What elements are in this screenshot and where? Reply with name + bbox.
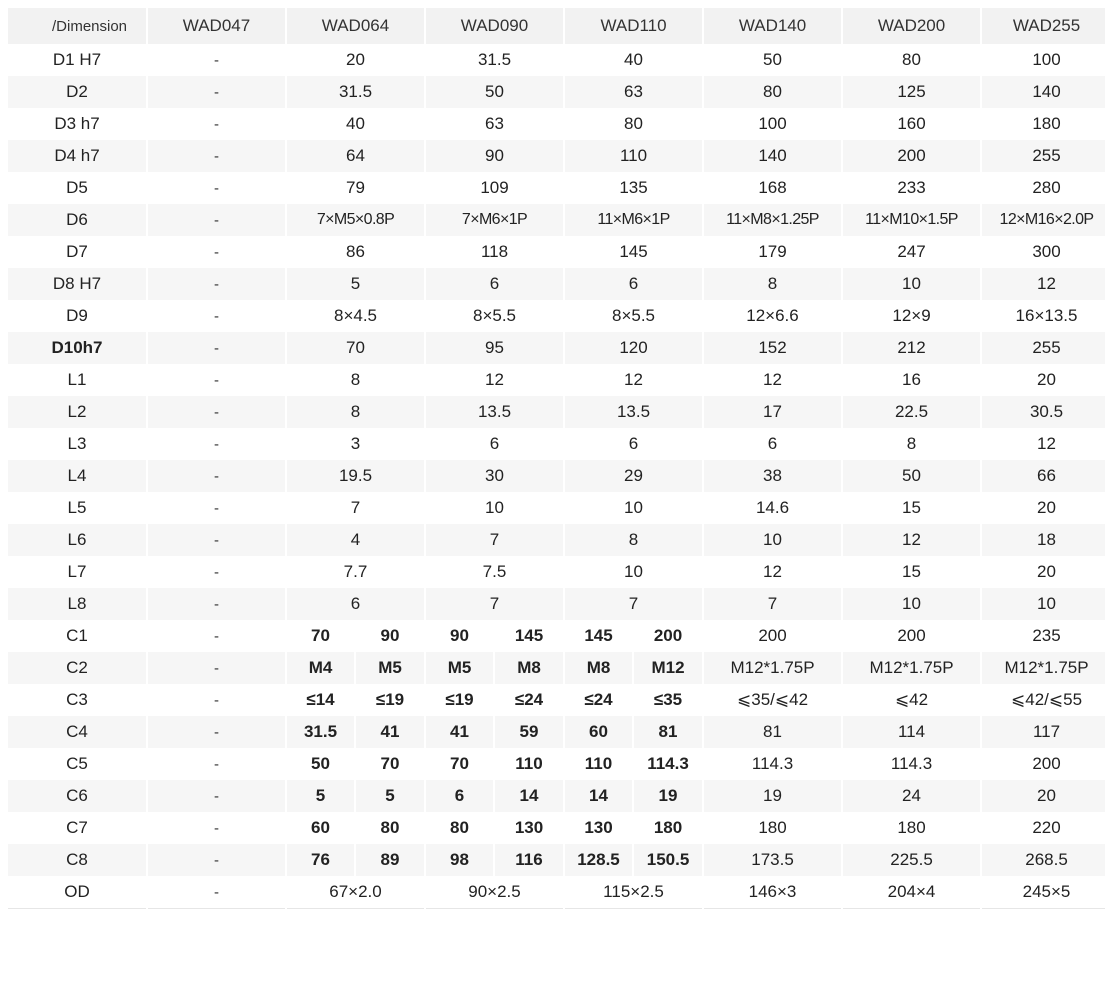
table-cell: 212 <box>842 332 981 364</box>
table-cell: 300 <box>981 236 1105 268</box>
table-cell: 79 <box>286 172 425 204</box>
table-cell: 7 <box>564 588 703 620</box>
table-cell: M8 <box>494 652 564 684</box>
table-cell: 24 <box>842 780 981 812</box>
table-cell: 12 <box>703 364 842 396</box>
table-row <box>8 172 1105 204</box>
table-cell: 90 <box>425 140 564 172</box>
table-cell: 11×M10×1.5P <box>842 204 981 236</box>
row-label: C7 <box>8 812 147 844</box>
table-cell: - <box>147 44 286 76</box>
table-cell: 7×M6×1P <box>425 204 564 236</box>
table-cell: - <box>147 524 286 556</box>
table-cell: M8 <box>564 652 633 684</box>
table-cell: 110 <box>494 748 564 780</box>
table-cell: 86 <box>286 236 425 268</box>
table-cell: - <box>147 748 286 780</box>
table-cell: 19.5 <box>286 460 425 492</box>
row-label: L7 <box>8 556 147 588</box>
table-cell: 135 <box>564 172 703 204</box>
table-row <box>8 76 1105 108</box>
table-cell: 81 <box>633 716 703 748</box>
table-cell: 12 <box>425 364 564 396</box>
table-cell: - <box>147 300 286 332</box>
table-cell: 4 <box>286 524 425 556</box>
table-cell: 5 <box>286 780 355 812</box>
row-label: D1 H7 <box>8 44 147 76</box>
table-cell: 6 <box>425 428 564 460</box>
header-wad047: WAD047 <box>147 8 286 44</box>
table-cell: 180 <box>633 812 703 844</box>
table-cell: 31.5 <box>286 76 425 108</box>
table-cell: 173.5 <box>703 844 842 876</box>
table-cell: 12×9 <box>842 300 981 332</box>
table-cell: 15 <box>842 492 981 524</box>
row-label: D7 <box>8 236 147 268</box>
table-row <box>8 716 1105 748</box>
table-cell: 80 <box>425 812 494 844</box>
table-cell: 168 <box>703 172 842 204</box>
header-wad140: WAD140 <box>703 8 842 44</box>
table-cell: - <box>147 780 286 812</box>
table-row <box>8 364 1105 396</box>
table-cell: 109 <box>425 172 564 204</box>
table-cell: 80 <box>355 812 425 844</box>
table-row <box>8 44 1105 76</box>
table-cell: - <box>147 492 286 524</box>
table-cell: 20 <box>981 492 1105 524</box>
table-cell: M5 <box>355 652 425 684</box>
table-row <box>8 140 1105 172</box>
table-cell: 179 <box>703 236 842 268</box>
row-label: OD <box>8 876 147 909</box>
table-cell: 235 <box>981 620 1105 652</box>
table-cell: 10 <box>842 588 981 620</box>
table-cell: 6 <box>425 780 494 812</box>
table-cell: - <box>147 556 286 588</box>
table-cell: - <box>147 332 286 364</box>
table-cell: 5 <box>355 780 425 812</box>
dimension-table-container <box>8 8 1105 909</box>
table-cell: - <box>147 140 286 172</box>
table-cell: 114.3 <box>842 748 981 780</box>
table-cell: 67×2.0 <box>286 876 425 909</box>
table-cell: 41 <box>355 716 425 748</box>
table-body <box>8 44 1105 909</box>
table-cell: - <box>147 428 286 460</box>
table-cell: 19 <box>703 780 842 812</box>
row-label: C6 <box>8 780 147 812</box>
table-cell: 150.5 <box>633 844 703 876</box>
table-cell: 5 <box>286 268 425 300</box>
row-label: L1 <box>8 364 147 396</box>
table-cell: 8×5.5 <box>425 300 564 332</box>
table-row <box>8 556 1105 588</box>
table-cell: 255 <box>981 332 1105 364</box>
row-label: C5 <box>8 748 147 780</box>
row-label: D6 <box>8 204 147 236</box>
table-cell: 8 <box>286 396 425 428</box>
table-cell: 247 <box>842 236 981 268</box>
table-row <box>8 204 1105 236</box>
table-row <box>8 620 1105 652</box>
header-row <box>8 8 1105 44</box>
table-cell: 63 <box>564 76 703 108</box>
table-cell: 180 <box>842 812 981 844</box>
table-cell: 70 <box>286 620 355 652</box>
table-row <box>8 108 1105 140</box>
table-cell: 140 <box>981 76 1105 108</box>
table-cell: 7.5 <box>425 556 564 588</box>
table-cell: 110 <box>564 748 633 780</box>
table-cell: 11×M6×1P <box>564 204 703 236</box>
table-cell: 200 <box>842 620 981 652</box>
table-cell: - <box>147 844 286 876</box>
table-cell: 120 <box>564 332 703 364</box>
table-cell: - <box>147 364 286 396</box>
table-cell: 200 <box>842 140 981 172</box>
table-cell: 98 <box>425 844 494 876</box>
table-cell: 90 <box>425 620 494 652</box>
table-cell: - <box>147 812 286 844</box>
table-cell: 3 <box>286 428 425 460</box>
table-cell: 280 <box>981 172 1105 204</box>
header-dimension: /Dimension <box>8 8 147 44</box>
table-cell: 145 <box>564 620 633 652</box>
row-label: L4 <box>8 460 147 492</box>
table-cell: 90 <box>355 620 425 652</box>
table-cell: 10 <box>703 524 842 556</box>
header-wad064: WAD064 <box>286 8 425 44</box>
table-cell: 114 <box>842 716 981 748</box>
table-row <box>8 780 1105 812</box>
header-wad090: WAD090 <box>425 8 564 44</box>
table-row <box>8 876 1105 909</box>
table-cell: 8×5.5 <box>564 300 703 332</box>
table-row <box>8 460 1105 492</box>
table-cell: 7 <box>286 492 425 524</box>
table-cell: 40 <box>286 108 425 140</box>
table-cell: ≤19 <box>355 684 425 716</box>
table-cell: 180 <box>981 108 1105 140</box>
table-cell: M5 <box>425 652 494 684</box>
table-cell: 10 <box>564 556 703 588</box>
table-cell: - <box>147 716 286 748</box>
table-cell: - <box>147 172 286 204</box>
table-cell: 31.5 <box>425 44 564 76</box>
table-cell: M12*1.75P <box>981 652 1105 684</box>
table-cell: 12 <box>842 524 981 556</box>
header-wad255: WAD255 <box>981 8 1105 44</box>
table-cell: 89 <box>355 844 425 876</box>
table-cell: 50 <box>425 76 564 108</box>
table-cell: 29 <box>564 460 703 492</box>
table-cell: 12×M16×2.0P <box>981 204 1105 236</box>
table-cell: - <box>147 460 286 492</box>
table-cell: - <box>147 652 286 684</box>
table-cell: - <box>147 236 286 268</box>
table-cell: 225.5 <box>842 844 981 876</box>
table-cell: ≤35 <box>633 684 703 716</box>
table-cell: 50 <box>286 748 355 780</box>
table-cell: 14 <box>564 780 633 812</box>
table-cell: 204×4 <box>842 876 981 909</box>
table-cell: 63 <box>425 108 564 140</box>
row-label: C3 <box>8 684 147 716</box>
row-label: L3 <box>8 428 147 460</box>
table-cell: 6 <box>564 268 703 300</box>
table-cell: 13.5 <box>564 396 703 428</box>
table-cell: 100 <box>981 44 1105 76</box>
table-row <box>8 684 1105 716</box>
table-cell: 220 <box>981 812 1105 844</box>
table-cell: 60 <box>286 812 355 844</box>
table-cell: 50 <box>703 44 842 76</box>
dimension-table <box>8 8 1105 909</box>
table-row <box>8 428 1105 460</box>
table-cell: 7 <box>425 524 564 556</box>
table-cell: 13.5 <box>425 396 564 428</box>
table-cell: 38 <box>703 460 842 492</box>
table-cell: 6 <box>564 428 703 460</box>
table-cell: ≤24 <box>564 684 633 716</box>
table-cell: 20 <box>286 44 425 76</box>
table-cell: 100 <box>703 108 842 140</box>
table-cell: 18 <box>981 524 1105 556</box>
row-label: L2 <box>8 396 147 428</box>
table-cell: 128.5 <box>564 844 633 876</box>
table-cell: M12 <box>633 652 703 684</box>
table-cell: ≤19 <box>425 684 494 716</box>
table-cell: 12 <box>703 556 842 588</box>
table-cell: 20 <box>981 556 1105 588</box>
table-row <box>8 588 1105 620</box>
table-row <box>8 236 1105 268</box>
table-cell: 80 <box>564 108 703 140</box>
row-label: D3 h7 <box>8 108 147 140</box>
table-cell: 11×M8×1.25P <box>703 204 842 236</box>
table-cell: 19 <box>633 780 703 812</box>
table-cell: 12 <box>564 364 703 396</box>
table-cell: - <box>147 268 286 300</box>
row-label: C2 <box>8 652 147 684</box>
table-cell: 20 <box>981 364 1105 396</box>
table-cell: ⩽42/⩽55 <box>981 684 1105 716</box>
table-cell: 50 <box>842 460 981 492</box>
table-cell: 10 <box>425 492 564 524</box>
row-label: L8 <box>8 588 147 620</box>
table-cell: 8×4.5 <box>286 300 425 332</box>
table-cell: 200 <box>703 620 842 652</box>
table-cell: ⩽35/⩽42 <box>703 684 842 716</box>
table-cell: 16×13.5 <box>981 300 1105 332</box>
row-label: D2 <box>8 76 147 108</box>
table-cell: 59 <box>494 716 564 748</box>
table-cell: 6 <box>286 588 425 620</box>
table-cell: 130 <box>494 812 564 844</box>
table-cell: 12 <box>981 268 1105 300</box>
table-cell: 31.5 <box>286 716 355 748</box>
row-label: L5 <box>8 492 147 524</box>
table-row <box>8 812 1105 844</box>
table-cell: ⩽42 <box>842 684 981 716</box>
table-cell: 80 <box>842 44 981 76</box>
table-cell: - <box>147 204 286 236</box>
row-label: C8 <box>8 844 147 876</box>
table-cell: 8 <box>286 364 425 396</box>
table-cell: 125 <box>842 76 981 108</box>
table-cell: ≤14 <box>286 684 355 716</box>
table-cell: 7×M5×0.8P <box>286 204 425 236</box>
table-cell: 76 <box>286 844 355 876</box>
table-cell: 66 <box>981 460 1105 492</box>
table-cell: 8 <box>842 428 981 460</box>
table-cell: 114.3 <box>633 748 703 780</box>
table-row <box>8 492 1105 524</box>
table-cell: 152 <box>703 332 842 364</box>
table-cell: 81 <box>703 716 842 748</box>
table-cell: 95 <box>425 332 564 364</box>
table-cell: 245×5 <box>981 876 1105 909</box>
table-cell: 12×6.6 <box>703 300 842 332</box>
row-label: C4 <box>8 716 147 748</box>
table-cell: ≤24 <box>494 684 564 716</box>
table-cell: 7.7 <box>286 556 425 588</box>
table-cell: 40 <box>564 44 703 76</box>
table-cell: 140 <box>703 140 842 172</box>
table-cell: 10 <box>842 268 981 300</box>
table-cell: 180 <box>703 812 842 844</box>
table-cell: M4 <box>286 652 355 684</box>
table-cell: 268.5 <box>981 844 1105 876</box>
table-cell: 145 <box>494 620 564 652</box>
table-row <box>8 652 1105 684</box>
row-label: L6 <box>8 524 147 556</box>
table-cell: 6 <box>703 428 842 460</box>
table-cell: - <box>147 588 286 620</box>
table-cell: 30.5 <box>981 396 1105 428</box>
table-cell: - <box>147 620 286 652</box>
table-cell: 10 <box>981 588 1105 620</box>
row-label: D8 H7 <box>8 268 147 300</box>
table-cell: 60 <box>564 716 633 748</box>
table-cell: - <box>147 876 286 909</box>
table-cell: 117 <box>981 716 1105 748</box>
table-cell: 70 <box>425 748 494 780</box>
table-cell: 145 <box>564 236 703 268</box>
table-cell: 130 <box>564 812 633 844</box>
table-cell: - <box>147 108 286 140</box>
table-cell: 7 <box>703 588 842 620</box>
table-cell: - <box>147 684 286 716</box>
row-label: D9 <box>8 300 147 332</box>
table-cell: 116 <box>494 844 564 876</box>
table-cell: M12*1.75P <box>842 652 981 684</box>
table-cell: 110 <box>564 140 703 172</box>
table-cell: 160 <box>842 108 981 140</box>
table-cell: - <box>147 396 286 428</box>
table-cell: 255 <box>981 140 1105 172</box>
table-cell: 233 <box>842 172 981 204</box>
table-cell: 17 <box>703 396 842 428</box>
table-cell: 200 <box>633 620 703 652</box>
table-cell: M12*1.75P <box>703 652 842 684</box>
row-label: D5 <box>8 172 147 204</box>
table-cell: 8 <box>564 524 703 556</box>
table-cell: 146×3 <box>703 876 842 909</box>
table-row <box>8 268 1105 300</box>
table-cell: - <box>147 76 286 108</box>
table-cell: 15 <box>842 556 981 588</box>
table-cell: 30 <box>425 460 564 492</box>
table-cell: 10 <box>564 492 703 524</box>
table-cell: 64 <box>286 140 425 172</box>
table-row <box>8 300 1105 332</box>
row-label: D4 h7 <box>8 140 147 172</box>
table-cell: 118 <box>425 236 564 268</box>
table-cell: 6 <box>425 268 564 300</box>
table-row <box>8 332 1105 364</box>
row-label: C1 <box>8 620 147 652</box>
row-label: D10h7 <box>8 332 147 364</box>
table-cell: 7 <box>425 588 564 620</box>
table-cell: 41 <box>425 716 494 748</box>
table-cell: 80 <box>703 76 842 108</box>
table-row <box>8 524 1105 556</box>
table-cell: 22.5 <box>842 396 981 428</box>
table-cell: 90×2.5 <box>425 876 564 909</box>
table-cell: 12 <box>981 428 1105 460</box>
table-cell: 115×2.5 <box>564 876 703 909</box>
table-row <box>8 844 1105 876</box>
header-wad110: WAD110 <box>564 8 703 44</box>
header-wad200: WAD200 <box>842 8 981 44</box>
table-row <box>8 748 1105 780</box>
table-cell: 200 <box>981 748 1105 780</box>
table-cell: 70 <box>355 748 425 780</box>
table-cell: 20 <box>981 780 1105 812</box>
table-cell: 14 <box>494 780 564 812</box>
table-cell: 114.3 <box>703 748 842 780</box>
table-cell: 70 <box>286 332 425 364</box>
table-cell: 16 <box>842 364 981 396</box>
table-cell: 8 <box>703 268 842 300</box>
table-row <box>8 396 1105 428</box>
table-cell: 14.6 <box>703 492 842 524</box>
